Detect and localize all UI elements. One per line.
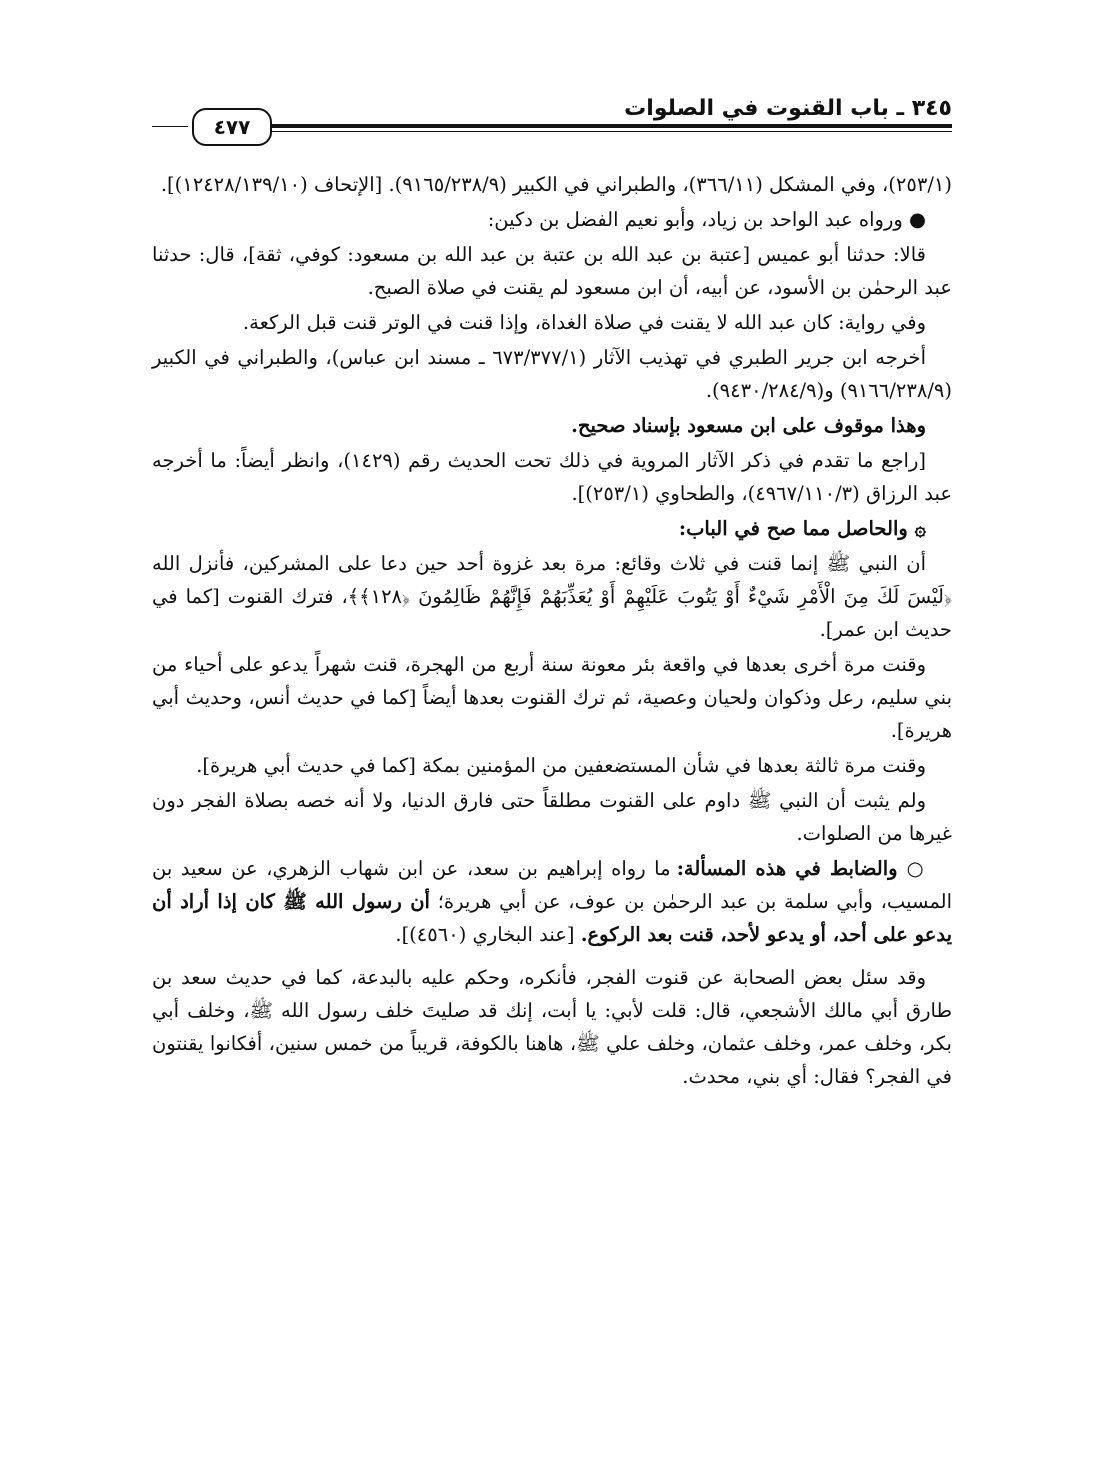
paragraph: وهذا موقوف على ابن مسعود بإسناد صحيح. — [571, 414, 926, 437]
paragraph: ولم يثبت أن النبي ﷺ داوم على القنوت مطلقاً حتى فارق الدنيا، ولا أنه خصه بصلاة الفجر دون غيرها من الصلوات. — [152, 789, 952, 845]
page-number: ٤٧٧ — [192, 108, 272, 146]
paragraph — [152, 852, 952, 951]
header-rule-left — [152, 126, 188, 127]
hadith-text: أن رسول الله ﷺ كان إذا أراد أن يدعو على أحد، أو يدعو لأحد، قنت بعد الركوع. — [152, 890, 952, 946]
paragraph: وقد سئل بعض الصحابة عن قنوت الفجر، فأنكره، وحكم عليه بالبدعة، كما في حديث سعد بن طارق أبي مالك الأشجعي، قال: قلت لأبي: يا أبت، إنك قد صليتَ خلف رسول الله ﷺ، وخلف أبي بكر، وخلف عمر، وخلف عثمان، وخلف علي ﷺ، هاهنا بالكوفة، قريباً من خمس سنين، أفكانوا يقنتون في الفجر؟ فقال: أي بني، محدث. — [152, 966, 952, 1088]
section-heading: ۞ والحاصل مما صح في الباب: — [678, 517, 926, 540]
paragraph: أن النبي ﷺ إنما قنت في ثلاث وقائع: مرة بعد غزوة أحد حين دعا على المشركين، فأنزل الله ﴿لَيْسَ لَكَ مِنَ الْأَمْرِ شَيْءٌ أَوْ يَتُوبَ عَلَيْهِمْ أَوْ يُعَذِّبَهُمْ فَإِنَّهُمْ ظَالِمُونَ ﴿١٢٨﴾﴾، فترك القنوت [كما في حديث ابن عمر]. — [152, 552, 952, 641]
header-rule-thin — [272, 131, 952, 132]
paragraph: أخرجه ابن جرير الطبري في تهذيب الآثار (٦٧٣/٣٧٧/١ ـ مسند ابن عباس)، والطبراني في الكبير (٩١٦٦/٢٣٨/٩) و(٩٤٣٠/٢٨٤/٩). — [152, 346, 952, 402]
header-rule-thick — [272, 124, 952, 128]
page-header — [152, 92, 952, 144]
paragraph: وقنت مرة ثالثة بعدها في شأن المستضعفين من المؤمنين بمكة [كما في حديث أبي هريرة]. — [196, 754, 926, 777]
paragraph: [راجع ما تقدم في ذكر الآثار المروية في ذلك تحت الحديث رقم (١٤٢٩)، وانظر أيضاً: ما أخرجه عبد الرزاق (٤٩٦٧/١١٠/٣)، والطحاوي (٢٥٣/١)]. — [152, 449, 952, 505]
main-text — [152, 168, 952, 1095]
rule-text: ما رواه إبراهيم بن سعد، عن ابن شهاب الزهري، عن سعيد بن المسيب، وأبي سلمة بن عبد الرحمٰن بن عوف، عن أبي هريرة؛ — [152, 857, 952, 913]
paragraph: ● ورواه عبد الواحد بن زياد، وأبو نعيم الفضل بن دكين: — [487, 208, 926, 231]
paragraph: قالا: حدثنا أبو عميس [عتبة بن عبد الله بن عتبة بن عبد الله بن مسعود: كوفي، ثقة]، قال: حدثنا عبد الرحمٰن بن الأسود، عن أبيه، أن ابن مسعود لم يقنت في صلاة الصبح. — [152, 243, 952, 299]
paragraph: وفي رواية: كان عبد الله لا يقنت في صلاة الغداة، وإذا قنت في الوتر قنت قبل الركعة. — [242, 311, 926, 334]
paragraph: (٢٥٣/١)، وفي المشكل (٣٦٦/١١)، والطبراني في الكبير (٩١٦٥/٢٣٨/٩). [الإتحاف (١٢٤٢٨/١٣٩/١٠)]. — [160, 173, 952, 196]
citation: [عند البخاري (٤٥٦٠)]. — [395, 923, 581, 946]
rule-heading: ○ والضابط في هذه المسألة: — [676, 857, 927, 880]
chapter-title: ٣٤٥ ـ باب القنوت في الصلوات — [624, 96, 952, 121]
paragraph: وقنت مرة أخرى بعدها في واقعة بئر معونة سنة أربع من الهجرة، قنت شهراً يدعو على أحياء من بني سليم، رعل وذكوان ولحيان وعصية، ثم ترك القنوت بعدها أيضاً [كما في حديث أنس، وحديث أبي هريرة]. — [152, 653, 952, 742]
